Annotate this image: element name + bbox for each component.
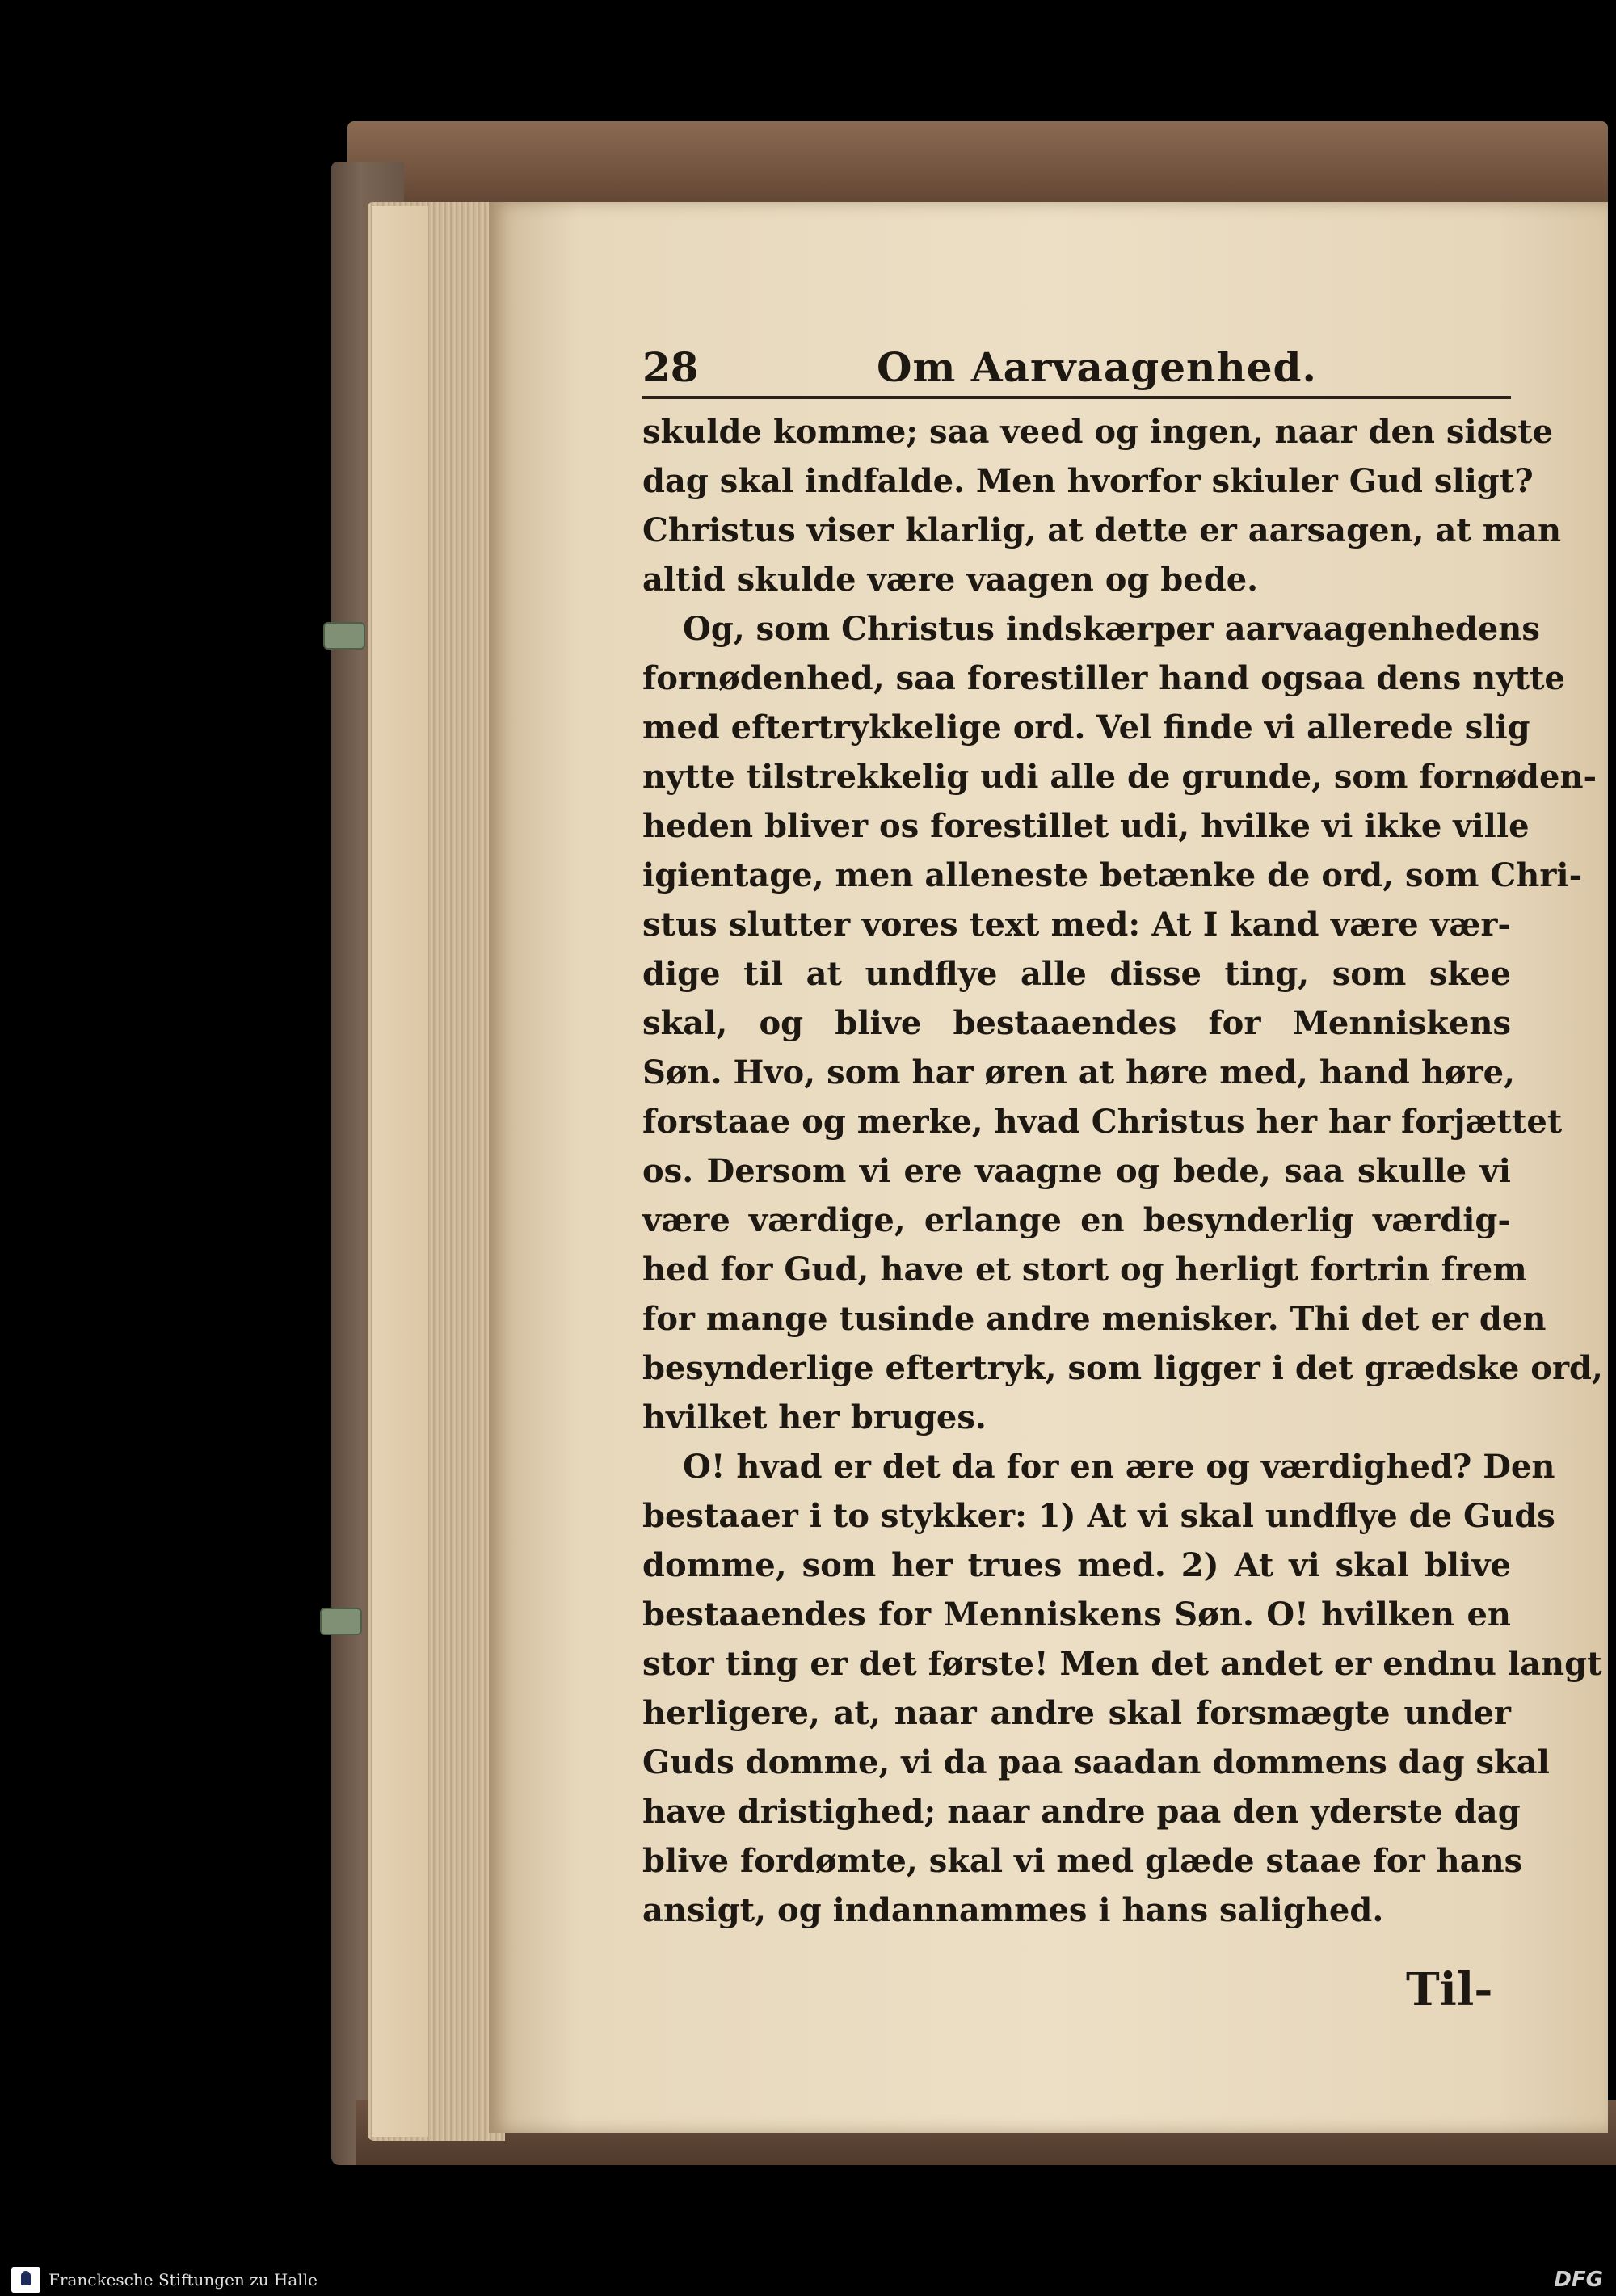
- text-line: bestaaendes for Menniskens Søn. O! hvilken en: [642, 1596, 1511, 1634]
- text-line: Søn. Hvo, som har øren at høre med, hand høre,: [642, 1053, 1516, 1091]
- text-line: stor ting er det første! Men det andet er endnu langt: [642, 1645, 1602, 1683]
- text-line: for mange tusinde andre menisker. Thi det er den: [642, 1300, 1547, 1338]
- text-line: os. Dersom vi ere vaagne og bede, saa skulle vi: [642, 1152, 1511, 1190]
- text-line: med eftertrykkelige ord. Vel finde vi allerede slig: [642, 709, 1530, 746]
- text-line: hed for Gud, have et stort og herligt fortrin frem: [642, 1251, 1527, 1289]
- text-line: have dristighed; naar andre paa den yderste dag: [642, 1793, 1521, 1831]
- text-line: skulde komme; saa veed og ingen, naar den sidste: [642, 413, 1554, 451]
- text-line: hvilket her bruges.: [642, 1398, 987, 1436]
- catchword: Til-: [1406, 1963, 1493, 2016]
- text-line: forstaae og merke, hvad Christus her har forjættet: [642, 1103, 1563, 1141]
- page-header: [642, 339, 1511, 399]
- text-line: heden bliver os forestillet udi, hvilke vi ikke ville: [642, 807, 1530, 845]
- text-line: Guds domme, vi da paa saadan dommens dag skal: [642, 1743, 1550, 1781]
- text-line: ansigt, og indannammes i hans salighed.: [642, 1891, 1384, 1929]
- clasp-icon: [323, 622, 365, 650]
- page-edge-highlight: [372, 206, 428, 2137]
- viewer-footer: [0, 2264, 1616, 2296]
- page-text: [642, 339, 1603, 1935]
- text-line: Christus viser klarlig, at dette er aarsagen, at man: [642, 511, 1562, 549]
- text-line: altid skulde være vaagen og bede.: [642, 561, 1259, 599]
- text-line: herligere, at, naar andre skal forsmægte under: [642, 1694, 1511, 1732]
- text-line: bestaaer i to stykker: 1) At vi skal undflye de Guds: [642, 1497, 1555, 1535]
- text-line: igientage, men alleneste betænke de ord, som Chri-: [642, 856, 1583, 894]
- text-line: O! hvad er det da for en ære og værdighed? Den: [683, 1448, 1555, 1486]
- clasp-icon: [320, 1608, 362, 1635]
- running-head: Om Aarvaagenhed.: [877, 343, 1317, 391]
- text-line: stus slutter vores text med: At I kand være vær-: [642, 906, 1511, 944]
- text-line: blive fordømte, skal vi med glæde staae for hans: [642, 1842, 1523, 1880]
- dfg-logo: DFG: [1554, 2268, 1603, 2292]
- institution-name: Franckesche Stiftungen zu Halle: [48, 2270, 318, 2290]
- text-line: fornødenhed, saa forestiller hand ogsaa dens nytte: [642, 659, 1565, 697]
- institution-logo-icon: [11, 2267, 40, 2293]
- text-line: domme, som her trues med. 2) At vi skal blive: [642, 1546, 1511, 1584]
- text-line: dige til at undflye alle disse ting, som skee: [642, 955, 1511, 993]
- text-line: besynderlige eftertryk, som ligger i det grædske ord,: [642, 1349, 1603, 1387]
- text-line: være værdige, erlange en besynderlig værdig-: [642, 1201, 1511, 1239]
- text-line: Og, som Christus indskærper aarvaagenhedens: [683, 610, 1540, 648]
- page-number: 28: [642, 343, 699, 391]
- text-line: dag skal indfalde. Men hvorfor skiuler Gud sligt?: [642, 462, 1534, 500]
- text-line: nytte tilstrekkelig udi alle de grunde, som fornøden-: [642, 758, 1597, 796]
- text-line: skal, og blive bestaaendes for Menniskens: [642, 1004, 1511, 1042]
